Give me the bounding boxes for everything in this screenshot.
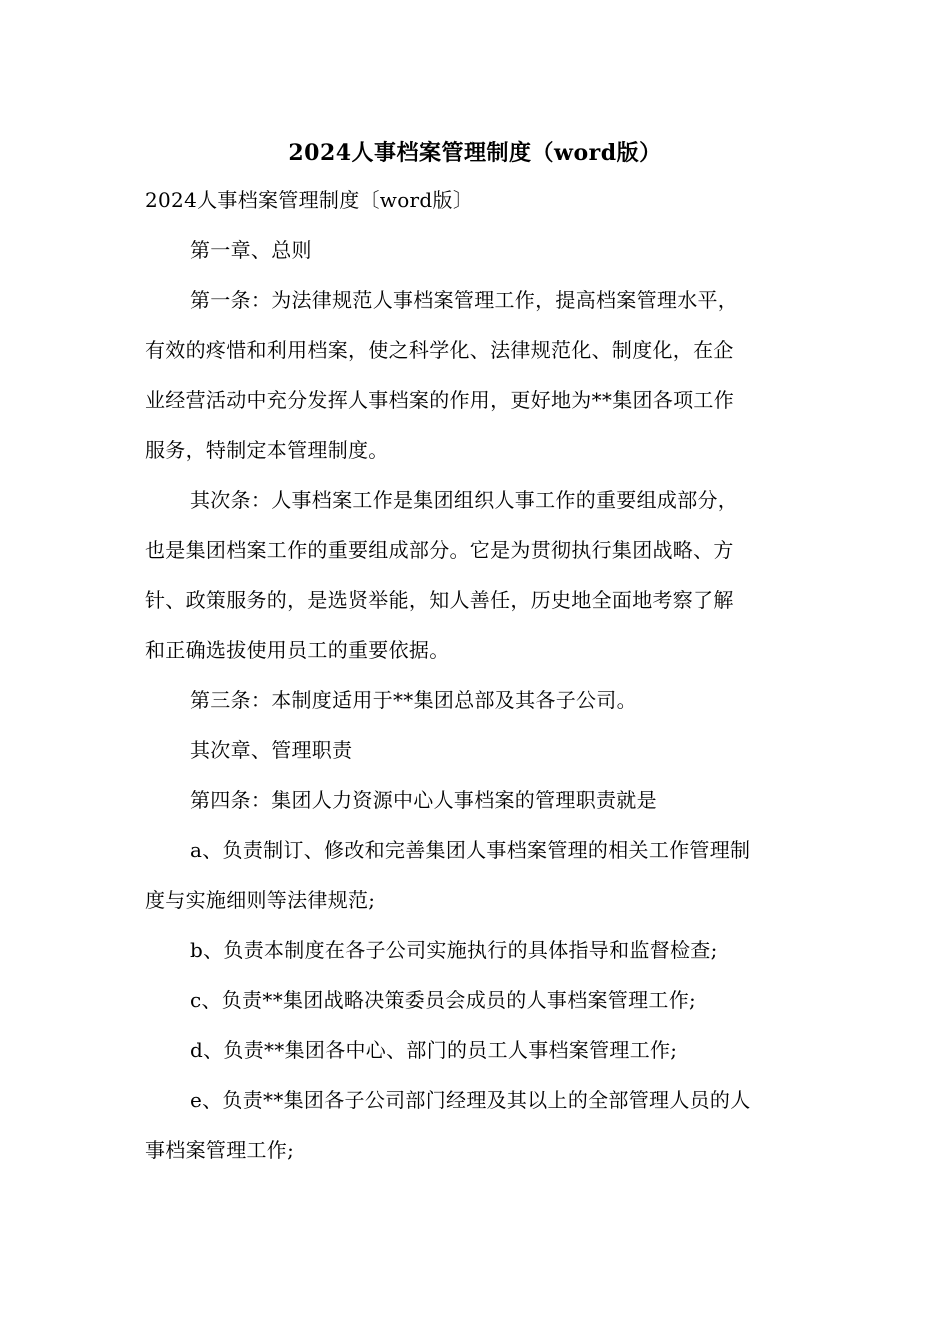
paragraph-line: 有效的疼惜和利用档案，使之科学化、法律规范化、制度化，在企: [145, 338, 734, 362]
paragraph-line: 第四条：集团人力资源中心人事档案的管理职责就是: [190, 788, 657, 812]
paragraph-line: 针、政策服务的，是选贤举能，知人善任，历史地全面地考察了解: [145, 588, 734, 612]
paragraph-line: 也是集团档案工作的重要组成部分。它是为贯彻执行集团战略、方: [145, 538, 734, 562]
paragraph-line: 第三条：本制度适用于**集团总部及其各子公司。: [190, 688, 637, 712]
list-item: a、负责制订、修改和完善集团人事档案管理的相关工作管理制: [190, 838, 751, 862]
paragraph-line: 服务，特制定本管理制度。: [145, 438, 389, 462]
list-item: b、负责本制度在各子公司实施执行的具体指导和监督检查;: [190, 938, 718, 962]
paragraph-line: 第一条：为法律规范人事档案管理工作，提高档案管理水平，: [190, 288, 739, 312]
list-item: 度与实施细则等法律规范;: [145, 888, 376, 912]
paragraph-line: 其次条：人事档案工作是集团组织人事工作的重要组成部分，: [190, 488, 739, 512]
list-item: d、负责**集团各中心、部门的员工人事档案管理工作;: [190, 1038, 678, 1062]
chapter-heading: 第一章、总则: [190, 238, 312, 262]
list-item: 事档案管理工作;: [145, 1138, 295, 1162]
document-title: 2024人事档案管理制度（word版）: [288, 140, 662, 166]
list-item: c、负责**集团战略决策委员会成员的人事档案管理工作;: [190, 988, 697, 1012]
chapter-heading: 其次章、管理职责: [190, 738, 353, 762]
paragraph-line: 和正确选拔使用员工的重要依据。: [145, 638, 450, 662]
paragraph-line: 业经营活动中充分发挥人事档案的作用，更好地为**集团各项工作: [145, 388, 734, 412]
list-item: e、负责**集团各子公司部门经理及其以上的全部管理人员的人: [190, 1088, 751, 1112]
doc-subtitle: 2024人事档案管理制度〔word版〕: [145, 188, 474, 212]
